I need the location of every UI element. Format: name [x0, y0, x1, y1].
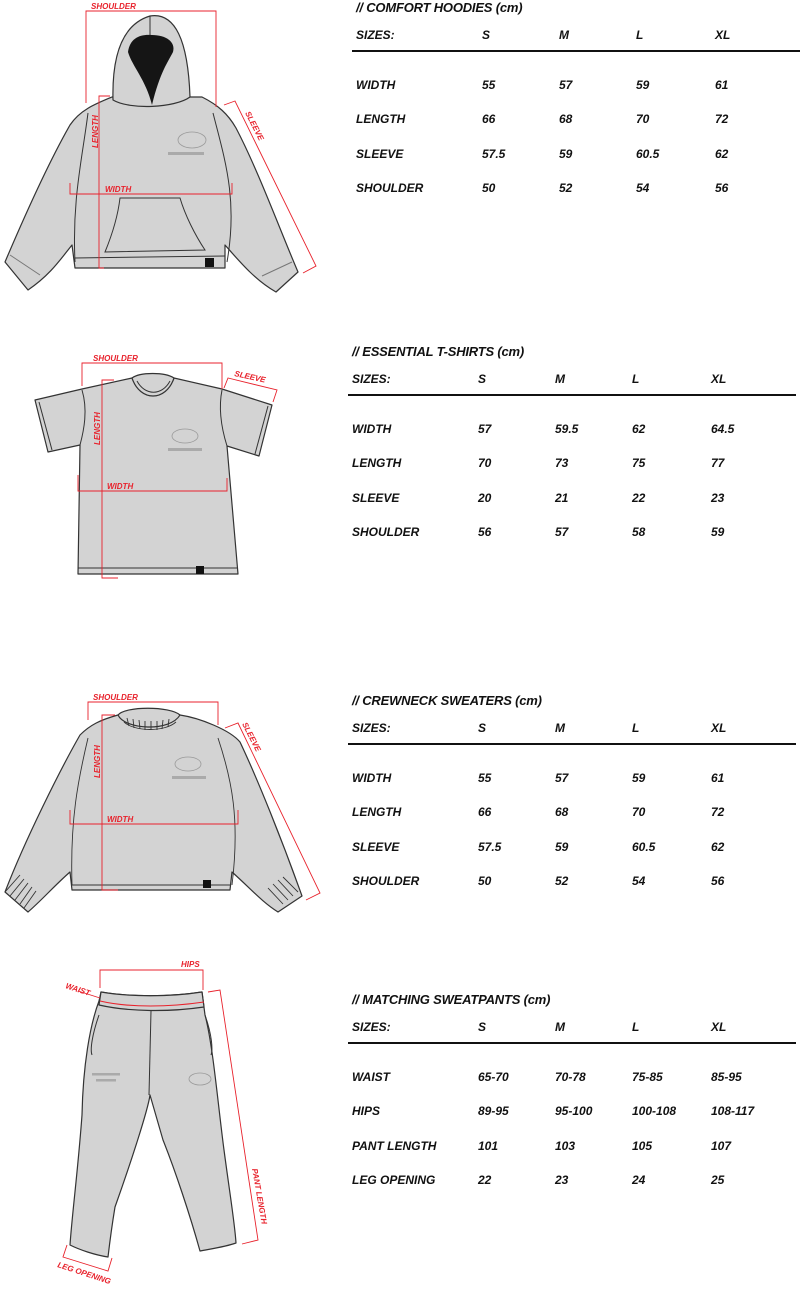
header-cell: XL — [711, 721, 727, 735]
sweatpants-illustration — [0, 955, 300, 1289]
value-l: 22 — [632, 490, 646, 505]
value-l: 75-85 — [632, 1070, 663, 1084]
value-s: 66 — [478, 805, 492, 820]
header-cell: SIZES: — [356, 28, 395, 42]
value-s: 20 — [478, 490, 492, 505]
value-s: 101 — [478, 1138, 499, 1153]
row-label: WIDTH — [352, 422, 392, 436]
value-xl: 56 — [711, 873, 725, 888]
value-l: 58 — [632, 524, 646, 539]
header-cell: M — [555, 1020, 565, 1034]
value-l: 59 — [636, 78, 650, 92]
sweatpants-section — [0, 955, 800, 1289]
value-m: 21 — [555, 490, 569, 505]
value-l: 24 — [632, 1172, 646, 1187]
value-s: 65-70 — [478, 1070, 509, 1084]
hoodie-illustration — [0, 0, 330, 300]
value-xl: 62 — [715, 146, 729, 161]
value-xl: 107 — [711, 1138, 732, 1153]
header-cell: M — [559, 28, 569, 42]
value-l: 70 — [636, 112, 650, 127]
row-label: LENGTH — [356, 112, 406, 127]
value-xl: 85-95 — [711, 1070, 742, 1084]
value-s: 57.5 — [482, 146, 506, 161]
value-s: 50 — [478, 873, 492, 888]
row-label: SHOULDER — [352, 873, 420, 888]
header-cell: SIZES: — [352, 372, 391, 386]
value-m: 52 — [559, 180, 573, 195]
value-m: 68 — [555, 805, 569, 820]
value-l: 54 — [632, 873, 646, 888]
tag-icon — [205, 258, 214, 267]
value-xl: 61 — [711, 771, 725, 785]
header-cell: SIZES: — [352, 721, 391, 735]
value-xl: 25 — [711, 1172, 725, 1187]
table-title: // CREWNECK SWEATERS (cm) — [352, 693, 542, 708]
header-cell: S — [482, 28, 491, 42]
value-m: 95-100 — [555, 1104, 593, 1119]
table-header — [352, 24, 800, 52]
table-row — [348, 1133, 800, 1167]
table-row — [348, 765, 800, 799]
value-xl: 77 — [711, 456, 725, 471]
row-label: WIDTH — [356, 78, 396, 92]
row-label: WIDTH — [352, 771, 392, 785]
table-row — [348, 1167, 800, 1201]
table-row — [352, 72, 800, 106]
value-l: 59 — [632, 771, 646, 785]
value-m: 68 — [559, 112, 573, 127]
value-xl: 62 — [711, 839, 725, 854]
sleeve-label: SLEEVE — [243, 109, 266, 143]
row-label: SHOULDER — [352, 524, 420, 539]
table-title: // MATCHING SWEATPANTS (cm) — [352, 992, 551, 1007]
row-label: LEG OPENING — [352, 1172, 436, 1187]
value-xl: 56 — [715, 180, 729, 195]
width-label: WIDTH — [107, 482, 134, 491]
width-label: WIDTH — [105, 185, 132, 194]
table-row — [348, 485, 800, 519]
table-row — [352, 106, 800, 140]
value-xl: 64.5 — [711, 422, 735, 436]
table-row — [348, 1098, 800, 1132]
value-l: 60.5 — [632, 839, 656, 854]
value-l: 75 — [632, 456, 646, 471]
pant-length-label: PANT LENGTH — [250, 1167, 269, 1225]
table-row — [352, 175, 800, 209]
header-cell: XL — [715, 28, 731, 42]
hoodie-section — [0, 0, 800, 300]
table-row — [352, 141, 800, 175]
table-header — [348, 368, 796, 396]
value-m: 57 — [555, 771, 569, 785]
length-label: LENGTH — [93, 745, 102, 778]
value-s: 89-95 — [478, 1104, 509, 1119]
table-title: // ESSENTIAL T-SHIRTS (cm) — [352, 344, 525, 359]
header-cell: L — [632, 1020, 640, 1034]
value-l: 54 — [636, 180, 650, 195]
value-m: 59.5 — [555, 422, 579, 436]
value-m: 52 — [555, 873, 569, 888]
row-label: PANT LENGTH — [352, 1138, 437, 1153]
length-label: LENGTH — [91, 115, 100, 148]
length-label: LENGTH — [93, 412, 102, 445]
value-s: 22 — [478, 1172, 492, 1187]
table-row — [348, 450, 800, 484]
sleeve-label: SLEEVE — [240, 720, 263, 754]
row-label: SLEEVE — [352, 490, 400, 505]
table-row — [348, 868, 800, 902]
value-m: 59 — [559, 146, 573, 161]
value-s: 57.5 — [478, 839, 502, 854]
sleeve-label: SLEEVE — [233, 369, 267, 385]
value-xl: 72 — [715, 112, 729, 127]
header-cell: XL — [711, 1020, 727, 1034]
value-xl: 72 — [711, 805, 725, 820]
value-s: 55 — [482, 78, 496, 92]
hips-label: HIPS — [181, 960, 200, 969]
value-m: 59 — [555, 839, 569, 854]
row-label: LENGTH — [352, 805, 402, 820]
value-m: 103 — [555, 1138, 576, 1153]
table-row — [348, 834, 800, 868]
value-l: 60.5 — [636, 146, 660, 161]
table-title: // COMFORT HOODIES (cm) — [356, 0, 523, 15]
tshirt-section — [0, 340, 800, 590]
value-m: 70-78 — [555, 1070, 586, 1084]
hoodie-size-table — [352, 0, 800, 209]
value-s: 55 — [478, 771, 492, 785]
row-label: SHOULDER — [356, 180, 424, 195]
value-m: 57 — [555, 524, 569, 539]
table-header — [348, 717, 796, 745]
value-xl: 108-117 — [711, 1104, 755, 1119]
value-s: 66 — [482, 112, 496, 127]
tshirt-size-table — [352, 344, 800, 553]
value-m: 23 — [555, 1172, 569, 1187]
value-m: 57 — [559, 78, 573, 92]
header-cell: XL — [711, 372, 727, 386]
value-l: 70 — [632, 805, 646, 820]
shoulder-label: SHOULDER — [93, 693, 138, 702]
crewneck-size-table — [352, 693, 800, 902]
value-s: 56 — [478, 524, 492, 539]
tshirt-illustration — [0, 340, 300, 590]
value-xl: 23 — [711, 490, 725, 505]
header-cell: M — [555, 721, 565, 735]
header-cell: L — [632, 372, 640, 386]
value-s: 57 — [478, 422, 492, 436]
row-label: LENGTH — [352, 456, 402, 471]
value-l: 100-108 — [632, 1104, 677, 1119]
table-row — [348, 1064, 800, 1098]
waist-label: WAIST — [64, 981, 92, 998]
row-label: SLEEVE — [352, 839, 400, 854]
table-row — [348, 519, 800, 553]
value-m: 73 — [555, 456, 569, 471]
leg-opening-label: LEG OPENING — [56, 1260, 113, 1287]
value-xl: 61 — [715, 78, 729, 92]
table-header — [348, 1016, 796, 1044]
table-row — [348, 799, 800, 833]
header-cell: M — [555, 372, 565, 386]
header-cell: S — [478, 372, 487, 386]
row-label: SLEEVE — [356, 146, 404, 161]
header-cell: SIZES: — [352, 1020, 391, 1034]
value-s: 50 — [482, 180, 496, 195]
width-label: WIDTH — [107, 815, 134, 824]
header-cell: L — [636, 28, 644, 42]
crewneck-section — [0, 680, 800, 920]
value-l: 105 — [632, 1138, 653, 1153]
shoulder-label: SHOULDER — [91, 2, 136, 11]
table-row — [348, 416, 800, 450]
row-label: WAIST — [352, 1070, 390, 1084]
shoulder-label: SHOULDER — [93, 354, 138, 363]
sweatpants-size-table — [352, 992, 800, 1201]
value-s: 70 — [478, 456, 492, 471]
tag-icon — [203, 880, 211, 888]
value-xl: 59 — [711, 524, 725, 539]
header-cell: S — [478, 721, 487, 735]
header-cell: S — [478, 1020, 487, 1034]
header-cell: L — [632, 721, 640, 735]
tag-icon — [196, 566, 204, 574]
crewneck-illustration — [0, 680, 330, 920]
value-l: 62 — [632, 422, 646, 436]
row-label: HIPS — [352, 1104, 381, 1119]
